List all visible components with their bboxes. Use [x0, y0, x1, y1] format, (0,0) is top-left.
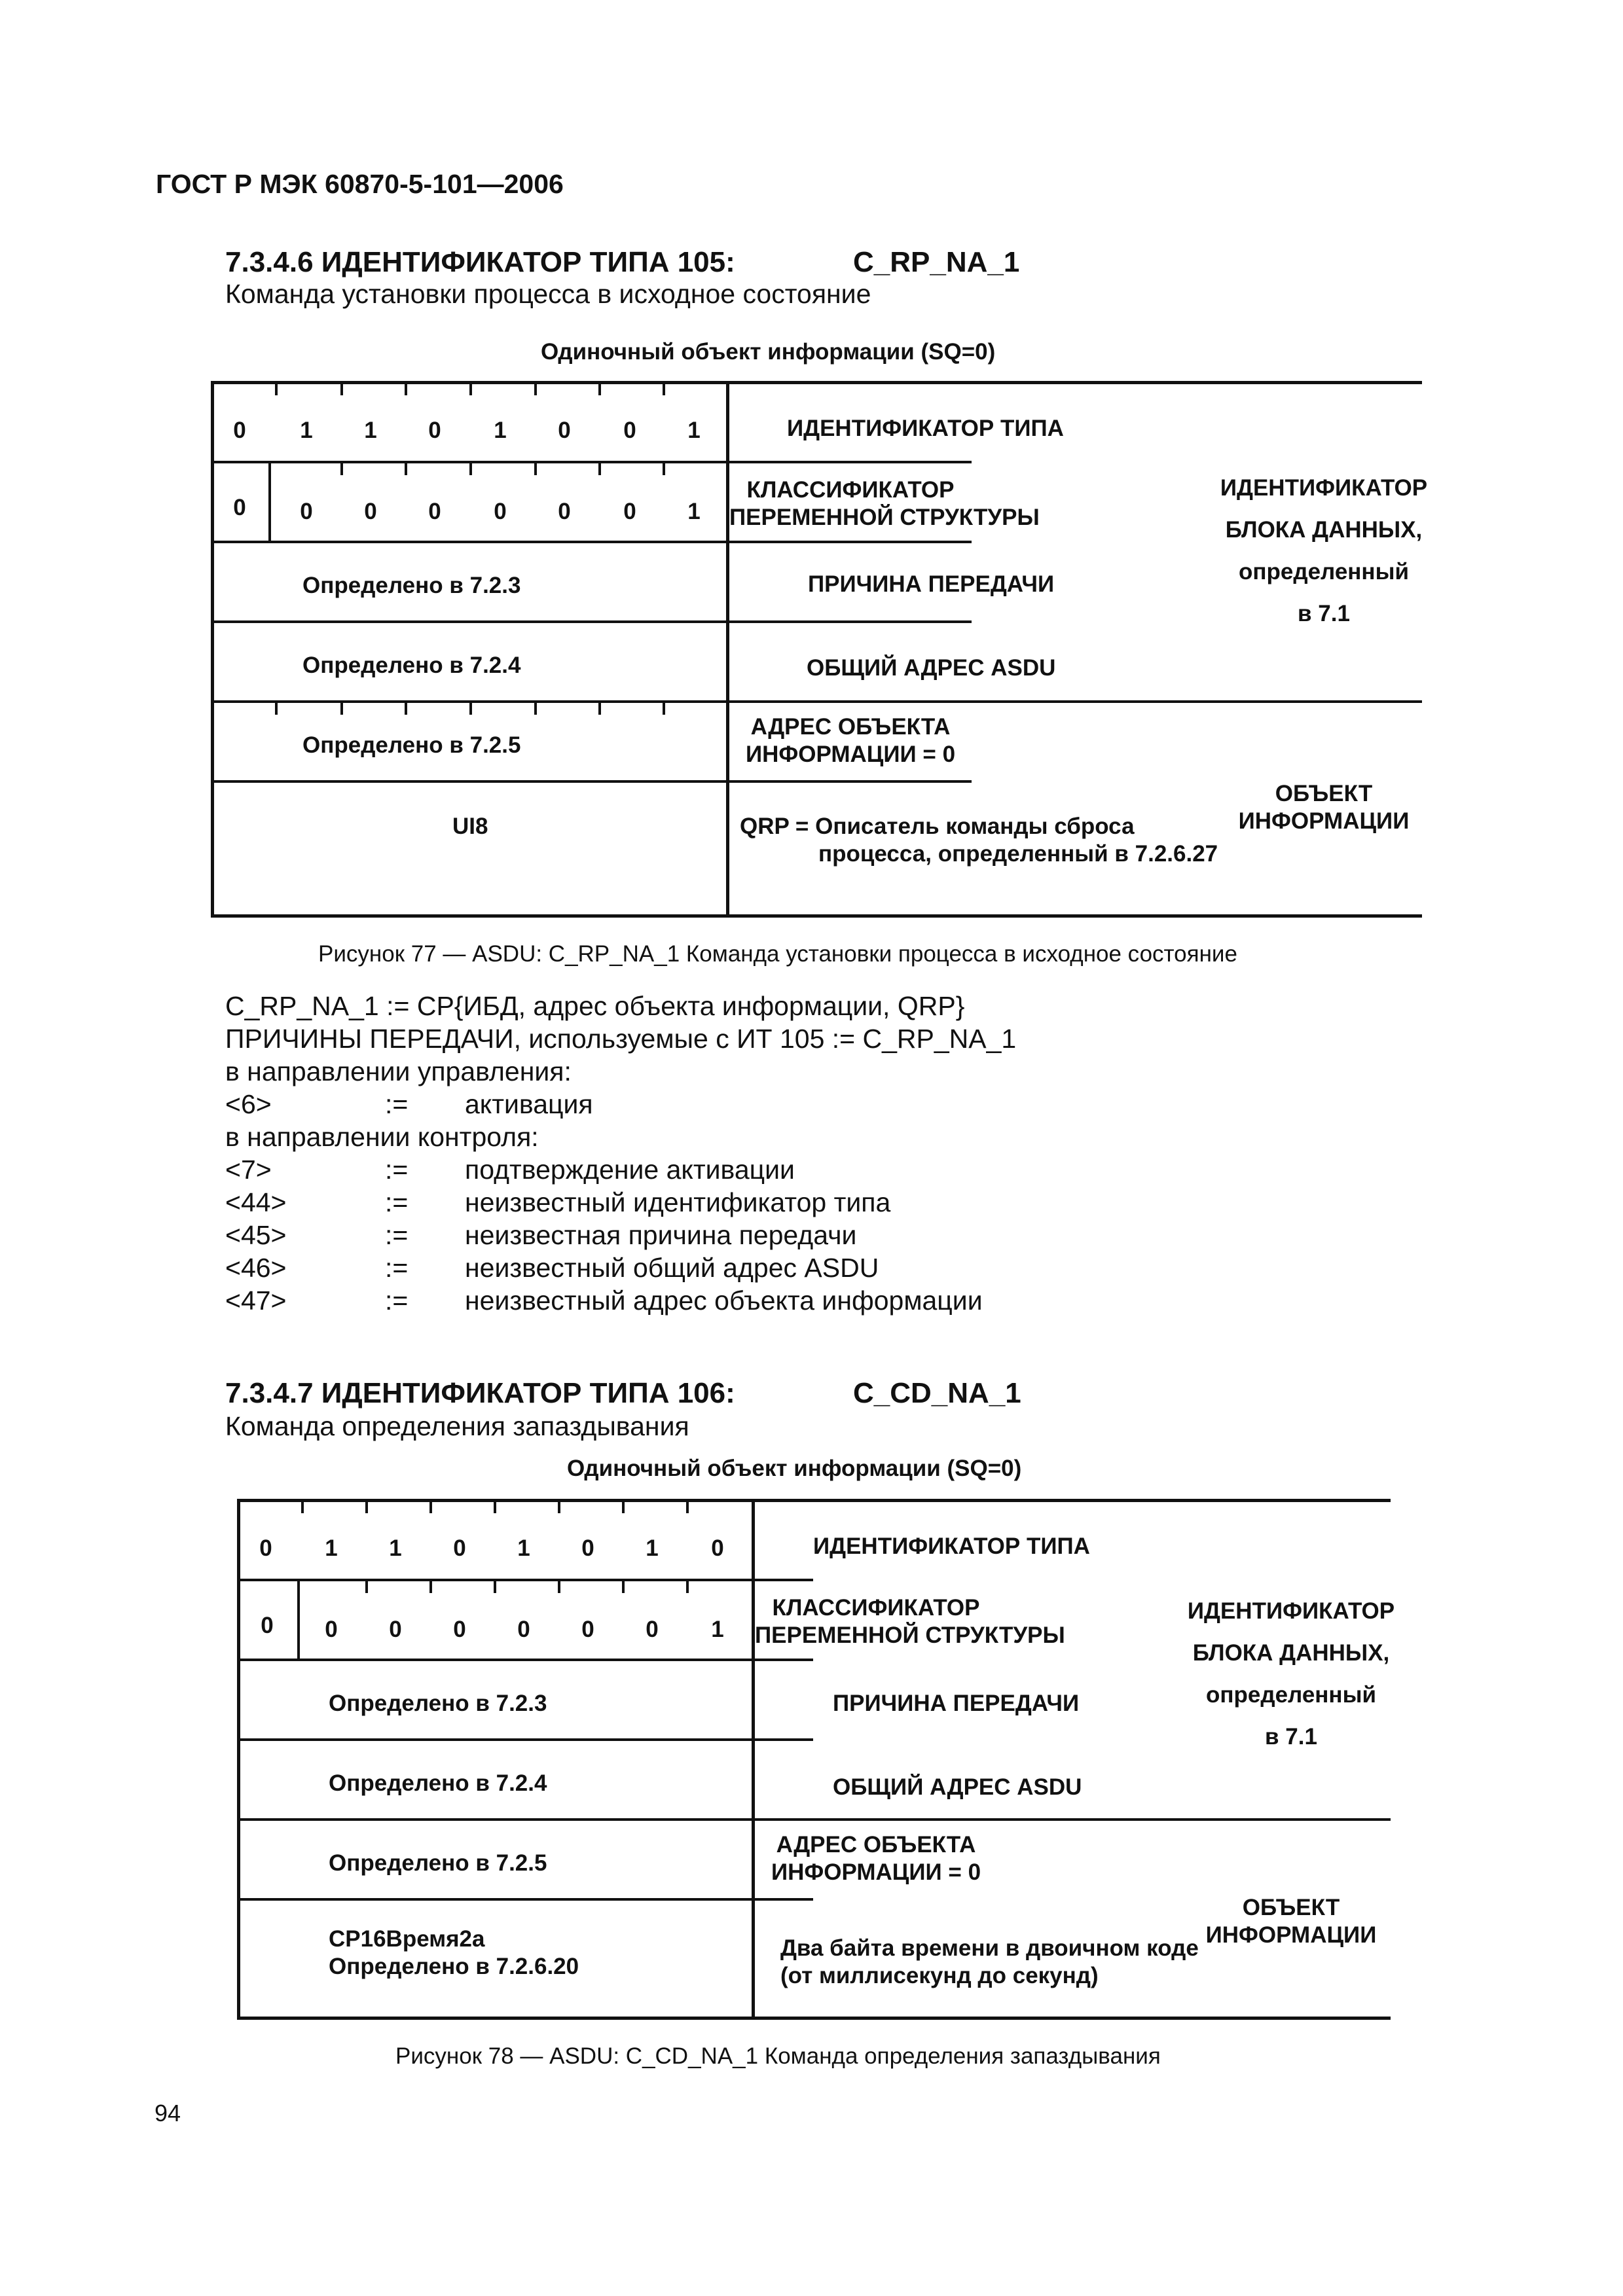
assign-op: :=: [385, 1187, 409, 1217]
vsq-bit: 0: [558, 499, 571, 524]
data-unit-identifier-label: ИДЕНТИФИКАТОР БЛОКА ДАННЫХ, определенный в 7.1: [1220, 475, 1428, 626]
asdu-diagram-106: [237, 1499, 1395, 2020]
cause-code: <6>: [225, 1089, 272, 1119]
row-sep: [237, 1818, 1391, 1821]
type-bit: 0: [453, 1535, 466, 1561]
type-bit: 1: [364, 418, 377, 443]
vsq-bit: 0: [453, 1617, 466, 1642]
vsq-bit: 0: [325, 1617, 338, 1642]
common-address-label: ОБЩИЙ АДРЕС ASDU: [833, 1774, 1082, 1800]
definition-line: C_RP_NA_1 := CP{ИБД, адрес объекта информации, QRP}: [225, 991, 965, 1021]
tick: [275, 700, 278, 715]
vsq-bit: 0: [646, 1617, 659, 1642]
tick: [686, 1499, 689, 1513]
cause-text: неизвестный идентификатор типа: [465, 1187, 891, 1217]
type-bit: 1: [389, 1535, 402, 1561]
cause-code: <44>: [225, 1187, 287, 1217]
type-bit: 0: [558, 418, 571, 443]
tick: [275, 381, 278, 395]
ioa-label: АДРЕС ОБЪЕКТА ИНФОРМАЦИИ = 0: [771, 1832, 981, 1885]
sq-divider: [268, 461, 271, 541]
assign-op: :=: [385, 1220, 409, 1250]
ioa-label: АДРЕС ОБЪЕКТА ИНФОРМАЦИИ = 0: [745, 714, 956, 767]
tick: [405, 381, 407, 395]
section-1-subtitle: Команда установки процесса в исходное состояние: [225, 279, 871, 309]
tick: [622, 1499, 625, 1513]
tick: [469, 381, 472, 395]
section-1-title: 7.3.4.6 ИДЕНТИФИКАТОР ТИПА 105:: [225, 246, 735, 278]
vsq-bit: 1: [687, 499, 701, 524]
type-bit: 1: [494, 418, 507, 443]
tick: [301, 1499, 304, 1513]
cot-field: Определено в 7.2.3: [329, 1691, 547, 1716]
information-object-label: ОБЪЕКТ ИНФОРМАЦИИ: [1205, 1895, 1377, 1948]
tick: [534, 461, 537, 475]
figure-78-caption: Рисунок 78 — ASDU: C_CD_NA_1 Команда определения запаздывания: [395, 2043, 1161, 2069]
box-top: [211, 381, 1422, 384]
tick: [340, 461, 343, 475]
row-sep: [211, 700, 1422, 703]
tick: [598, 461, 601, 475]
tick: [558, 1579, 560, 1593]
ioa-field: Определено в 7.2.5: [329, 1850, 547, 1876]
tick: [494, 1579, 496, 1593]
asdu-diagram-105: [211, 381, 1428, 918]
tick: [340, 700, 343, 715]
tick: [365, 1499, 368, 1513]
vsq-bit: 0: [389, 1617, 402, 1642]
data-unit-identifier-label: ИДЕНТИФИКАТОР БЛОКА ДАННЫХ, определенный в 7.1: [1187, 1598, 1395, 1749]
common-address-field: Определено в 7.2.4: [302, 653, 521, 678]
section-2-code: C_CD_NA_1: [853, 1377, 1021, 1409]
row-sep: [237, 1738, 813, 1741]
type-bit: 0: [711, 1535, 724, 1561]
type-bit: 1: [325, 1535, 338, 1561]
monitor-direction-label: в направлении контроля:: [225, 1122, 539, 1152]
vsq-label: КЛАССИФИКАТОР ПЕРЕМЕННОЙ СТРУКТУРЫ: [755, 1595, 1065, 1648]
element-label: QRP = Описатель команды сброса процесса, определенный в 7.2.6.27: [740, 814, 1218, 867]
type-bit: 0: [581, 1535, 594, 1561]
row-sep: [211, 461, 972, 463]
element-field: UI8: [452, 814, 488, 839]
tick: [469, 700, 472, 715]
tick: [663, 461, 665, 475]
section-2-diagram-caption: Одиночный объект информации (SQ=0): [567, 1456, 1022, 1481]
type-bit: 0: [259, 1535, 272, 1561]
cause-code: <45>: [225, 1220, 287, 1250]
type-id-label: ИДЕНТИФИКАТОР ТИПА: [787, 416, 1064, 441]
cause-code: <7>: [225, 1155, 272, 1185]
tick: [534, 700, 537, 715]
tick: [429, 1499, 432, 1513]
cot-label: ПРИЧИНА ПЕРЕДАЧИ: [808, 571, 1055, 597]
tick: [663, 700, 665, 715]
tick: [686, 1579, 689, 1593]
type-bit: 1: [687, 418, 701, 443]
box-divider: [752, 1499, 755, 2020]
section-2-subtitle: Команда определения запаздывания: [225, 1411, 689, 1441]
tick: [534, 381, 537, 395]
assign-op: :=: [385, 1089, 409, 1119]
section-1-code: C_RP_NA_1: [853, 246, 1020, 278]
type-bit: 1: [300, 418, 313, 443]
tick: [494, 1499, 496, 1513]
vsq-bit: 0: [494, 499, 507, 524]
row-sep: [237, 1579, 813, 1581]
vsq-label: КЛАССИФИКАТОР ПЕРЕМЕННОЙ СТРУКТУРЫ: [729, 477, 1040, 530]
section-2-title: 7.3.4.7 ИДЕНТИФИКАТОР ТИПА 106:: [225, 1377, 735, 1409]
assign-op: :=: [385, 1253, 409, 1283]
vsq-bit: 0: [623, 499, 636, 524]
cause-code: <46>: [225, 1253, 287, 1283]
control-direction-label: в направлении управления:: [225, 1056, 572, 1086]
cause-text: неизвестный адрес объекта информации: [465, 1285, 983, 1316]
row-sep: [211, 780, 972, 783]
vsq-bit: 1: [711, 1617, 724, 1642]
cot-field: Определено в 7.2.3: [302, 573, 521, 598]
vsq-bit: 0: [428, 499, 441, 524]
cause-text: подтверждение активации: [465, 1155, 795, 1185]
vsq-bit: 0: [233, 495, 246, 520]
common-address-field: Определено в 7.2.4: [329, 1770, 547, 1796]
box-bottom: [237, 2017, 1391, 2020]
element-field: CP16Время2а Определено в 7.2.6.20: [329, 1926, 579, 1979]
box-top: [237, 1499, 1391, 1502]
assign-op: :=: [385, 1155, 409, 1185]
ioa-field: Определено в 7.2.5: [302, 732, 521, 758]
tick: [622, 1579, 625, 1593]
section-1-diagram-caption: Одиночный объект информации (SQ=0): [541, 339, 996, 365]
common-address-label: ОБЩИЙ АДРЕС ASDU: [807, 655, 1056, 681]
tick: [429, 1579, 432, 1593]
cot-label: ПРИЧИНА ПЕРЕДАЧИ: [833, 1691, 1080, 1716]
assign-op: :=: [385, 1285, 409, 1316]
row-sep: [211, 541, 972, 543]
definition-line: ПРИЧИНЫ ПЕРЕДАЧИ, используемые с ИТ 105 := C_RP_NA_1: [225, 1024, 1017, 1054]
type-bit: 0: [428, 418, 441, 443]
document-code: ГОСТ Р МЭК 60870-5-101—2006: [156, 169, 564, 199]
tick: [663, 381, 665, 395]
type-id-label: ИДЕНТИФИКАТОР ТИПА: [813, 1534, 1090, 1559]
cause-code: <47>: [225, 1285, 287, 1316]
row-sep: [237, 1898, 813, 1901]
type-bit: 0: [623, 418, 636, 443]
tick: [558, 1499, 560, 1513]
tick: [598, 700, 601, 715]
tick: [365, 1579, 368, 1593]
vsq-bit: 0: [261, 1613, 274, 1638]
cause-text: неизвестный общий адрес ASDU: [465, 1253, 879, 1283]
tick: [340, 381, 343, 395]
element-label: Два байта времени в двоичном коде (от миллисекунд до секунд): [780, 1935, 1199, 1988]
cause-text: активация: [465, 1089, 593, 1119]
vsq-bit: 0: [581, 1617, 594, 1642]
sq-divider: [297, 1579, 300, 1659]
vsq-bit: 0: [364, 499, 377, 524]
tick: [469, 461, 472, 475]
information-object-label: ОБЪЕКТ ИНФОРМАЦИИ: [1238, 781, 1410, 834]
type-bit: 0: [233, 418, 246, 443]
page-number: 94: [155, 2100, 181, 2126]
vsq-bit: 0: [300, 499, 313, 524]
type-bit: 1: [517, 1535, 530, 1561]
tick: [598, 381, 601, 395]
figure-77-caption: Рисунок 77 — ASDU: C_RP_NA_1 Команда установки процесса в исходное состояние: [318, 941, 1237, 967]
box-left: [237, 1499, 240, 2020]
row-sep: [237, 1659, 813, 1661]
tick: [405, 461, 407, 475]
type-bit: 1: [646, 1535, 659, 1561]
vsq-bit: 0: [517, 1617, 530, 1642]
cause-text: неизвестная причина передачи: [465, 1220, 857, 1250]
row-sep: [211, 620, 972, 623]
tick: [405, 700, 407, 715]
box-bottom: [211, 914, 1422, 918]
